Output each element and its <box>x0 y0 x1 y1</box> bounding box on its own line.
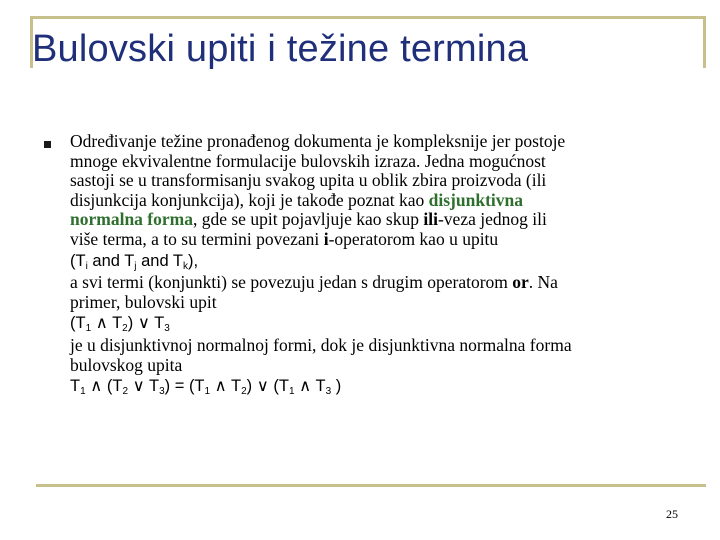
body-line: mnoge ekvivalentne formulacije bulovskih izraza. Jedna mogućnost <box>70 150 546 171</box>
formula-part: (T <box>70 251 86 270</box>
body-line: sastoji se u transformisanju svakog upita u oblik zbira proizvoda (ili <box>70 170 547 191</box>
slide-body <box>70 132 690 399</box>
footer-divider <box>36 484 706 487</box>
body-line: bulovskog upita <box>70 354 183 375</box>
body-text-fragment: -operatorom kao u upitu <box>328 228 499 249</box>
body-text-fragment: . Na <box>528 272 558 293</box>
formula-subscript: 3 <box>164 323 170 335</box>
formula-part: and T <box>136 251 184 270</box>
formula-part: ∧ T <box>91 314 123 333</box>
title-frame-right <box>703 16 706 68</box>
body-line: Određivanje težine pronađenog dokumenta je kompleksnije jer postoje <box>70 131 566 151</box>
formula-subscript: 1 <box>80 386 86 398</box>
body-line <box>70 273 690 293</box>
body-text-fragment: , gde se upit pojavljuje kao skup <box>192 209 424 230</box>
body-line: primer, bulovski upit <box>70 291 217 312</box>
title-frame-top <box>30 16 706 19</box>
formula-subscript: j <box>134 260 137 272</box>
formula-part: (T <box>70 314 86 333</box>
bullet-square-icon <box>44 141 51 148</box>
formula-subscript: k <box>183 260 189 272</box>
formula-part: ∧ T <box>294 377 326 396</box>
formula-line <box>70 252 690 272</box>
formula-part: and T <box>87 251 135 270</box>
term-highlight: disjunktivna <box>428 189 524 210</box>
formula-subscript: i <box>85 260 88 272</box>
formula-part: ∧ (T <box>85 377 123 396</box>
formula-part: ) = (T <box>164 377 205 396</box>
formula-part: ∨ T <box>128 377 160 396</box>
formula-subscript: 1 <box>204 386 211 398</box>
slide-title: Bulovski upiti i težine termina <box>32 28 529 70</box>
formula-part: T <box>70 377 81 396</box>
formula-part: ) ∨ T <box>127 314 165 333</box>
term-highlight: normalna forma <box>70 209 193 230</box>
body-line <box>70 191 690 211</box>
formula-subscript: 3 <box>159 386 165 398</box>
formula-subscript: 2 <box>122 323 128 335</box>
formula-part: ) ∨ (T <box>246 377 289 396</box>
body-text-fragment: više terma, a to su termini povezani <box>70 228 324 249</box>
formula-part: ) <box>331 377 342 396</box>
body-text-fragment: a svi termi (konjunkti) se povezuju jedan s drugim operatorom <box>70 272 513 293</box>
formula-subscript: 1 <box>289 386 295 398</box>
body-text-fragment: disjunkcija konjunkcija), koji je takođe poznat kao <box>70 189 429 210</box>
formula-line <box>70 314 690 334</box>
page-number: 25 <box>666 507 678 521</box>
body-line: je u disjunktivnoj normalnoj formi, dok je disjunktivna normalna forma <box>70 334 572 355</box>
body-line <box>70 210 690 230</box>
formula-line <box>70 377 690 397</box>
formula-subscript: 3 <box>325 386 332 398</box>
operator-emphasis: ili <box>423 209 438 230</box>
formula-subscript: 2 <box>122 386 129 398</box>
operator-emphasis: i <box>323 228 329 249</box>
body-text-fragment: -veza jednog ili <box>437 209 547 230</box>
formula-part: ∧ T <box>210 377 242 396</box>
formula-subscript: 1 <box>85 323 92 335</box>
operator-emphasis: or <box>512 272 529 293</box>
body-line <box>70 230 690 250</box>
formula-subscript: 2 <box>241 386 247 398</box>
formula-part: ), <box>188 251 199 270</box>
